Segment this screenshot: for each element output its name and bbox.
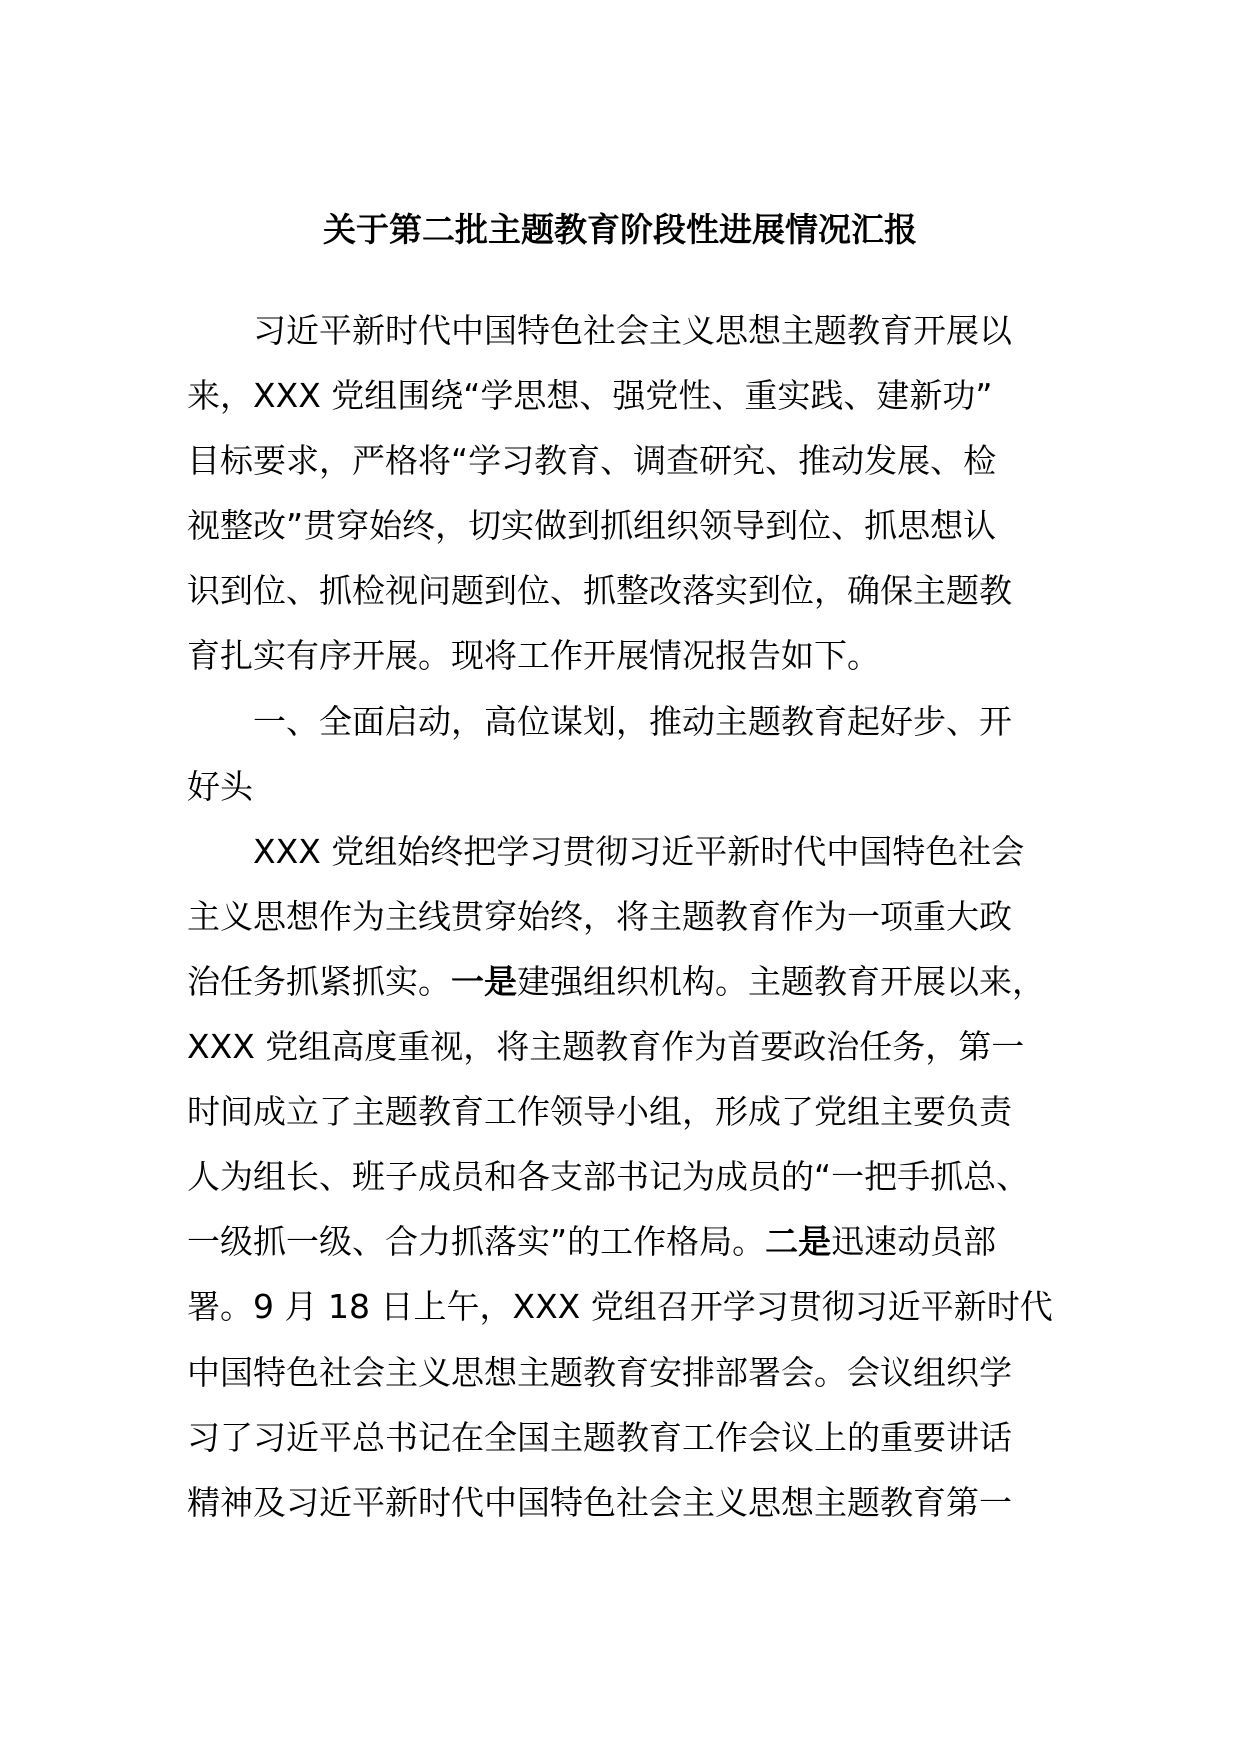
paragraph-line: 中国特色社会主义思想主题教育安排部署会。会议组织学 [187, 1352, 1012, 1392]
paragraph-line: 署。9 月 18 日上午，XXX 党组召开学习贯彻习近平新时代 [187, 1287, 1053, 1327]
line-text-before-emphasis: 一级抓一级、合力抓落实”的工作格局。 [187, 1222, 766, 1262]
paragraph-line: XXX 党组高度重视，将主题教育作为首要政治任务，第一 [187, 1027, 1025, 1067]
section-heading-line: 一、全面启动，高位谋划，推动主题教育起好步、开 [253, 701, 1012, 741]
paragraph-line: 育扎实有序开展。现将工作开展情况报告如下。 [187, 636, 880, 676]
paragraph-line: 精神及习近平新时代中国特色社会主义思想主题教育第一 [187, 1482, 1012, 1522]
emphasis-label-two: 二是 [765, 1222, 832, 1262]
document-body [187, 298, 1067, 1535]
paragraph-line: 习近平新时代中国特色社会主义思想主题教育开展以 [253, 311, 1012, 350]
line-text-before-emphasis: 治任务抓紧抓实。 [187, 961, 451, 1001]
paragraph-line-with-emphasis [187, 949, 1067, 1014]
section-heading-line: 好头 [187, 766, 253, 806]
paragraph-line: 识到位、抓检视问题到位、抓整改落实到位，确保主题教 [187, 571, 1012, 611]
paragraph-line: 视整改”贯穿始终，切实做到抓组织领导到位、抓思想认 [187, 506, 997, 546]
line-text-after-emphasis: 建强组织机构。主题教育开展以来， [517, 961, 1045, 1001]
line-text-after-emphasis: 迅速动员部 [831, 1222, 997, 1262]
paragraph-line: 目标要求，严格将“学习教育、调查研究、推动发展、检 [187, 441, 997, 481]
paragraph-line: 习了习近平总书记在全国主题教育工作会议上的重要讲话 [187, 1417, 1012, 1457]
paragraph-line: XXX 党组始终把学习贯彻习近平新时代中国特色社会 [253, 831, 1025, 871]
paragraph-line: 主义思想作为主线贯穿始终，将主题教育作为一项重大政 [187, 896, 1012, 936]
paragraph-line: 来，XXX 党组围绕“学思想、强党性、重实践、建新功” [187, 376, 993, 416]
paragraph-line-with-emphasis [187, 1209, 1067, 1274]
emphasis-label-one: 一是 [451, 961, 517, 1001]
document-title: 关于第二批主题教育阶段性进展情况汇报 [323, 210, 917, 249]
paragraph-line: 时间成立了主题教育工作领导小组，形成了党组主要负责 [187, 1092, 1012, 1132]
paragraph-line: 人为组长、班子成员和各支部书记为成员的“一把手抓总、 [187, 1157, 1030, 1197]
